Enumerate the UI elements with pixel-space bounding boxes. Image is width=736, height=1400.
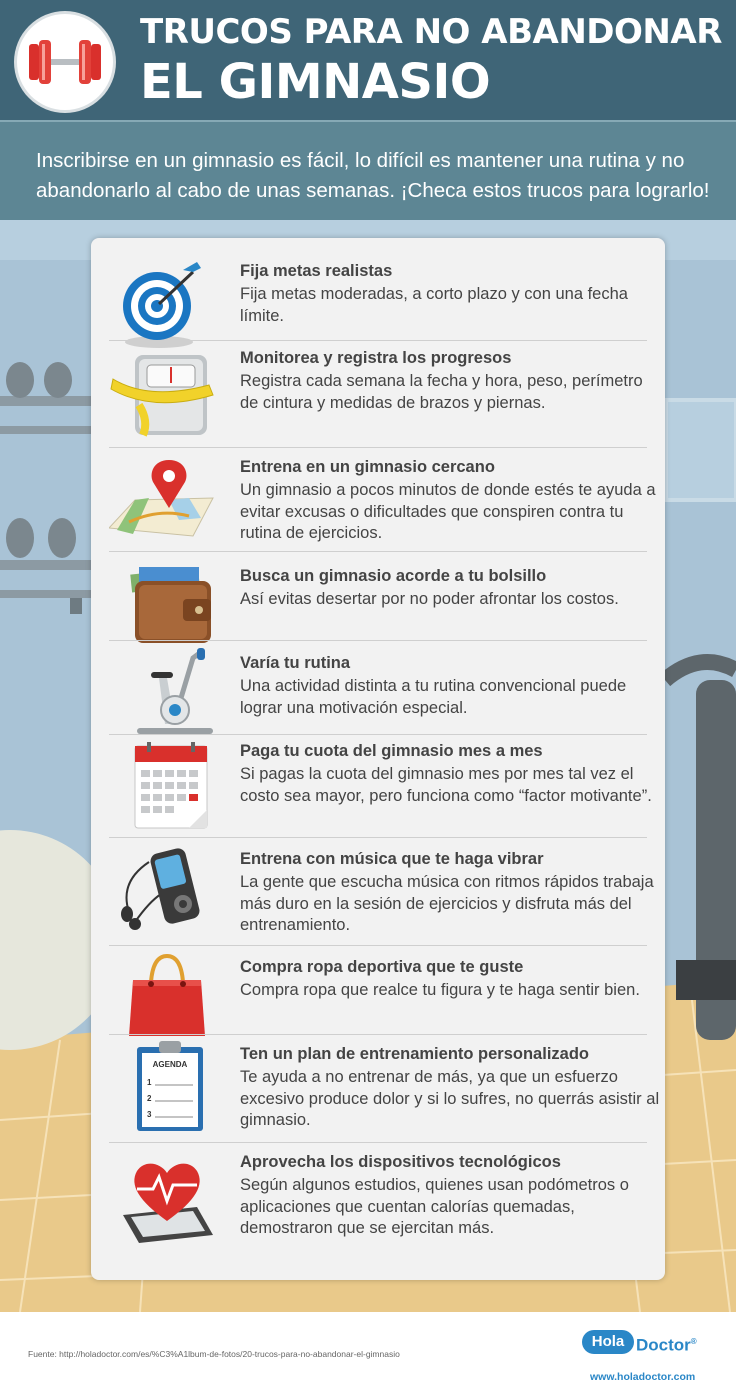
tip-text: Según algunos estudios, quienes usan podómetros o aplicaciones que cuentan calorías quemadas, demostraron que se ejercitan más.: [240, 1176, 629, 1237]
logo-badge: [17, 14, 113, 110]
brand-hola: Hola: [582, 1330, 634, 1354]
page-title-line2: EL GIMNASIO: [140, 54, 491, 110]
tip-title: Monitorea y registra los progresos: [240, 349, 512, 367]
dumbbell-icon: [17, 14, 113, 110]
divider: [109, 837, 647, 838]
holadoctor-logo[interactable]: [582, 1330, 722, 1356]
tip-title: Entrena en un gimnasio cercano: [240, 458, 495, 476]
tip-title: Aprovecha los dispositivos tecnológicos: [240, 1153, 561, 1171]
calendar-icon: [109, 742, 215, 832]
intro-text: Inscribirse en un gimnasio es fácil, lo difícil es mantener una rutina y no abandonarlo al cabo de unas semanas. ¡Checa estos trucos para lograrlo!: [36, 149, 710, 202]
music-player-icon: [109, 842, 215, 932]
brand-doctor: [636, 1330, 697, 1358]
tip-text: Fija metas moderadas, a corto plazo y con una fecha límite.: [240, 285, 628, 325]
tip-text: La gente que escucha música con ritmos rápidos trabaja más duro en la sesión de ejercicios y disfruta más del entrenamiento.: [240, 873, 654, 934]
tip-title: Compra ropa deportiva que te guste: [240, 958, 524, 976]
tip-title: Fija metas realistas: [240, 262, 393, 280]
heart-phone-icon: [109, 1155, 215, 1245]
shopping-bag-icon: [109, 950, 215, 1040]
map-pin-icon: [109, 458, 215, 548]
tip-text: Si pagas la cuota del gimnasio mes por mes tal vez el costo sea mayor, pero funciona como “factor motivante”.: [240, 765, 652, 805]
divider: [109, 551, 647, 552]
divider: [109, 945, 647, 946]
divider: [109, 734, 647, 735]
source-citation: Fuente: http://holadoctor.com/es/%C3%A1lbum-de-fotos/20-trucos-para-no-abandonar-el-gimnasio: [28, 1349, 400, 1359]
agenda-heading: AGENDA: [152, 1060, 188, 1069]
brand-doctor-text: Doctor: [636, 1335, 691, 1355]
tip-title: Ten un plan de entrenamiento personalizado: [240, 1045, 589, 1063]
tip-text: Compra ropa que realce tu figura y te haga sentir bien.: [240, 981, 640, 999]
tip-text: Una actividad distinta a tu rutina convencional puede lograr una motivación especial.: [240, 677, 627, 717]
agenda-number: 1: [147, 1078, 152, 1087]
agenda-number: 2: [147, 1094, 152, 1103]
brand-registered: ®: [690, 1337, 697, 1346]
divider: [109, 340, 647, 341]
tip-title: Entrena con música que te haga vibrar: [240, 850, 544, 868]
divider: [109, 1034, 647, 1035]
tip-text: Así evitas desertar por no poder afrontar los costos.: [240, 590, 619, 608]
tip-text: Un gimnasio a pocos minutos de donde estés te ayuda a evitar excusas o dificultades que conspiren contra tu rutina de ejercicios.: [240, 481, 656, 542]
tip-text: Registra cada semana la fecha y hora, peso, perímetro de cintura y medidas de brazos y piernas.: [240, 372, 643, 412]
tip-text: Te ayuda a no entrenar de más, ya que un esfuerzo excesivo produce dolor y si lo sufres, no querrás asistir al gimnasio.: [240, 1068, 660, 1129]
page-title-line1: TRUCOS PARA NO ABANDONAR: [140, 12, 722, 52]
clipboard-icon: [109, 1041, 215, 1131]
tip-title: Busca un gimnasio acorde a tu bolsillo: [240, 567, 547, 585]
divider: [109, 447, 647, 448]
scale-icon: [109, 349, 215, 439]
tip-title: Varía tu rutina: [240, 654, 351, 672]
wallet-icon: [109, 559, 215, 649]
tips-card: [91, 238, 665, 1280]
divider: [109, 1142, 647, 1143]
tip-title: Paga tu cuota del gimnasio mes a mes: [240, 742, 543, 760]
divider: [109, 640, 647, 641]
agenda-number: 3: [147, 1110, 152, 1119]
target-icon: [109, 262, 215, 352]
exercise-bike-icon: [109, 648, 215, 738]
website-link[interactable]: www.holadoctor.com: [590, 1371, 696, 1383]
